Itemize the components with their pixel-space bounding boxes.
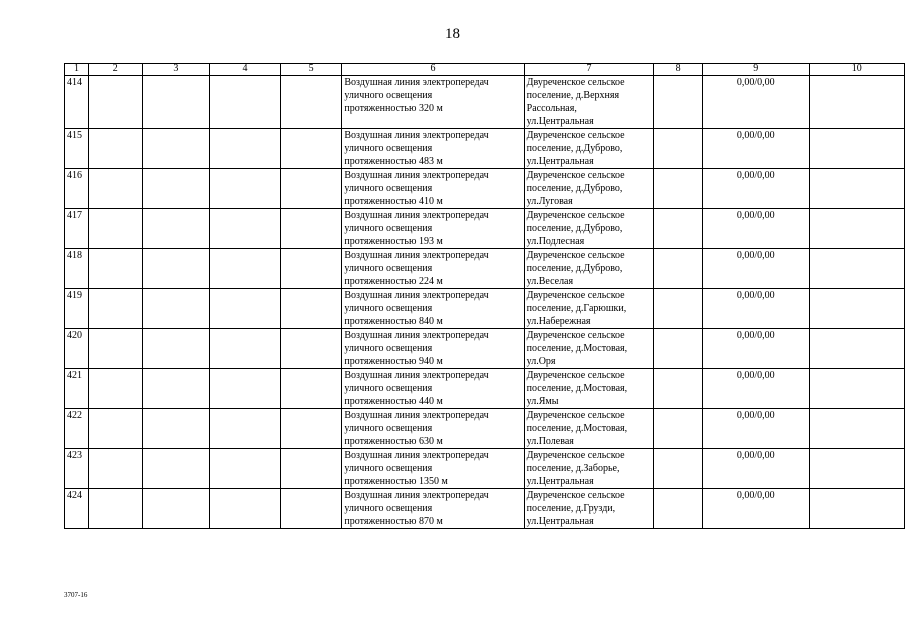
address-cell — [524, 129, 654, 169]
cell-text-line: поселение, д.Мостовая, — [526, 383, 628, 394]
table-row — [65, 209, 905, 249]
cell-text-line: Двуреченское сельское — [526, 450, 625, 461]
cell-text-line: Двуреченское сельское — [526, 250, 625, 261]
empty-cell — [210, 169, 281, 209]
address-cell — [524, 209, 654, 249]
empty-cell — [210, 209, 281, 249]
cell-text-line: Двуреченское сельское — [526, 130, 625, 141]
empty-cell — [809, 209, 904, 249]
cell-text-line: уличного освещения — [344, 263, 433, 274]
address-cell — [524, 249, 654, 289]
cell-text-line: ул.Оря — [526, 356, 556, 367]
row-number-cell: 415 — [65, 129, 89, 169]
cell-text-line: ул.Центральная — [526, 116, 594, 127]
empty-cell — [88, 449, 142, 489]
column-number: 10 — [809, 64, 904, 76]
empty-cell — [210, 449, 281, 489]
object-name-cell — [342, 489, 524, 529]
cell-text-line: поселение, д.Грузди, — [526, 503, 616, 514]
cell-text-line: протяженностью 224 м — [344, 276, 443, 287]
cell-text-line: ул.Набережная — [526, 316, 591, 327]
cell-text-line: ул.Центральная — [526, 156, 594, 167]
cell-text-line: поселение, д.Дуброво, — [526, 183, 623, 194]
empty-cell — [280, 289, 342, 329]
empty-cell — [88, 369, 142, 409]
empty-cell — [142, 289, 210, 329]
object-name-cell — [342, 449, 524, 489]
empty-cell — [809, 129, 904, 169]
empty-cell — [809, 369, 904, 409]
table-row — [65, 409, 905, 449]
row-number-cell: 414 — [65, 76, 89, 129]
empty-cell — [809, 169, 904, 209]
cell-text-line: Рассольная, — [526, 103, 577, 114]
empty-cell — [210, 369, 281, 409]
cell-text-line: уличного освещения — [344, 383, 433, 394]
cost-cell: 0,00/0,00 — [702, 329, 809, 369]
empty-cell — [210, 409, 281, 449]
cell-text-line: Воздушная линия электропередач — [344, 410, 489, 421]
address-cell — [524, 369, 654, 409]
cell-text-line: Двуреченское сельское — [526, 77, 625, 88]
column-number-row — [65, 64, 905, 76]
object-name-cell — [342, 76, 524, 129]
cost-cell: 0,00/0,00 — [702, 129, 809, 169]
empty-cell — [280, 249, 342, 289]
cell-text-line: Воздушная линия электропередач — [344, 290, 489, 301]
cell-text-line: уличного освещения — [344, 143, 433, 154]
cell-text-line: Воздушная линия электропередач — [344, 170, 489, 181]
cell-text-line: Воздушная линия электропередач — [344, 370, 489, 381]
empty-cell — [654, 129, 703, 169]
column-number: 3 — [142, 64, 210, 76]
cell-text-line: Воздушная линия электропередач — [344, 490, 489, 501]
cost-cell: 0,00/0,00 — [702, 76, 809, 129]
empty-cell — [809, 409, 904, 449]
column-number: 4 — [210, 64, 281, 76]
object-name-cell — [342, 409, 524, 449]
empty-cell — [142, 489, 210, 529]
cell-text-line: уличного освещения — [344, 343, 433, 354]
cell-text-line: Двуреченское сельское — [526, 210, 625, 221]
empty-cell — [88, 169, 142, 209]
empty-cell — [142, 409, 210, 449]
object-name-cell — [342, 369, 524, 409]
empty-cell — [280, 449, 342, 489]
table-row — [65, 329, 905, 369]
address-cell — [524, 409, 654, 449]
cell-text-line: протяженностью 320 м — [344, 103, 443, 114]
cell-text-line: Воздушная линия электропередач — [344, 250, 489, 261]
empty-cell — [142, 129, 210, 169]
empty-cell — [142, 249, 210, 289]
empty-cell — [88, 489, 142, 529]
cell-text-line: Воздушная линия электропередач — [344, 330, 489, 341]
cell-text-line: протяженностью 410 м — [344, 196, 443, 207]
table-row — [65, 289, 905, 329]
table-row — [65, 169, 905, 209]
column-number: 7 — [524, 64, 654, 76]
cell-text-line: поселение, д.Верхняя — [526, 90, 620, 101]
cell-text-line: поселение, д.Дуброво, — [526, 263, 623, 274]
cell-text-line: ул.Полевая — [526, 436, 574, 447]
cell-text-line: Двуреченское сельское — [526, 170, 625, 181]
object-name-cell — [342, 169, 524, 209]
row-number-cell: 416 — [65, 169, 89, 209]
column-number: 2 — [88, 64, 142, 76]
empty-cell — [809, 329, 904, 369]
empty-cell — [210, 249, 281, 289]
empty-cell — [210, 329, 281, 369]
cost-cell: 0,00/0,00 — [702, 289, 809, 329]
cell-text-line: протяженностью 940 м — [344, 356, 443, 367]
cell-text-line: протяженностью 483 м — [344, 156, 443, 167]
row-number-cell: 417 — [65, 209, 89, 249]
page-number: 18 — [445, 26, 460, 42]
footer-document-code: 3707-16 — [64, 591, 88, 599]
table-row — [65, 449, 905, 489]
empty-cell — [88, 249, 142, 289]
cell-text-line: Двуреченское сельское — [526, 330, 625, 341]
cell-text-line: уличного освещения — [344, 90, 433, 101]
address-cell — [524, 489, 654, 529]
empty-cell — [142, 209, 210, 249]
empty-cell — [210, 489, 281, 529]
table-row — [65, 369, 905, 409]
row-number-cell: 421 — [65, 369, 89, 409]
address-cell — [524, 76, 654, 129]
cell-text-line: Воздушная линия электропередач — [344, 450, 489, 461]
cell-text-line: уличного освещения — [344, 503, 433, 514]
column-number: 1 — [65, 64, 89, 76]
object-name-cell — [342, 249, 524, 289]
empty-cell — [809, 449, 904, 489]
empty-cell — [654, 369, 703, 409]
cell-text-line: Двуреченское сельское — [526, 370, 625, 381]
empty-cell — [142, 329, 210, 369]
empty-cell — [809, 289, 904, 329]
cell-text-line: ул.Веселая — [526, 276, 574, 287]
cost-cell: 0,00/0,00 — [702, 209, 809, 249]
cell-text-line: протяженностью 630 м — [344, 436, 443, 447]
address-cell — [524, 329, 654, 369]
cell-text-line: протяженностью 1350 м — [344, 476, 448, 487]
cost-cell: 0,00/0,00 — [702, 249, 809, 289]
empty-cell — [88, 76, 142, 129]
object-name-cell — [342, 129, 524, 169]
empty-cell — [280, 76, 342, 129]
column-number: 9 — [702, 64, 809, 76]
cost-cell: 0,00/0,00 — [702, 169, 809, 209]
row-number-cell: 419 — [65, 289, 89, 329]
empty-cell — [88, 289, 142, 329]
empty-cell — [280, 169, 342, 209]
column-number: 6 — [342, 64, 524, 76]
table-row — [65, 489, 905, 529]
cell-text-line: ул.Луговая — [526, 196, 573, 207]
cost-cell: 0,00/0,00 — [702, 409, 809, 449]
cell-text-line: протяженностью 840 м — [344, 316, 443, 327]
cell-text-line: протяженностью 870 м — [344, 516, 443, 527]
empty-cell — [142, 449, 210, 489]
empty-cell — [280, 329, 342, 369]
empty-cell — [654, 76, 703, 129]
empty-cell — [210, 76, 281, 129]
cell-text-line: протяженностью 193 м — [344, 236, 443, 247]
cell-text-line: Двуреченское сельское — [526, 290, 625, 301]
cell-text-line: уличного освещения — [344, 463, 433, 474]
table-row — [65, 76, 905, 129]
empty-cell — [654, 489, 703, 529]
empty-cell — [280, 209, 342, 249]
empty-cell — [88, 409, 142, 449]
empty-cell — [809, 489, 904, 529]
empty-cell — [654, 209, 703, 249]
cost-cell: 0,00/0,00 — [702, 489, 809, 529]
object-name-cell — [342, 289, 524, 329]
address-cell — [524, 289, 654, 329]
row-number-cell: 422 — [65, 409, 89, 449]
empty-cell — [88, 329, 142, 369]
cell-text-line: поселение, д.Мостовая, — [526, 343, 628, 354]
empty-cell — [809, 249, 904, 289]
cell-text-line: уличного освещения — [344, 423, 433, 434]
empty-cell — [142, 76, 210, 129]
empty-cell — [654, 329, 703, 369]
empty-cell — [654, 289, 703, 329]
address-cell — [524, 169, 654, 209]
cost-cell: 0,00/0,00 — [702, 449, 809, 489]
table-body — [65, 64, 905, 529]
address-cell — [524, 449, 654, 489]
empty-cell — [280, 369, 342, 409]
empty-cell — [654, 409, 703, 449]
cell-text-line: протяженностью 440 м — [344, 396, 443, 407]
table-row — [65, 249, 905, 289]
row-number-cell: 418 — [65, 249, 89, 289]
empty-cell — [142, 169, 210, 209]
cell-text-line: поселение, д.Мостовая, — [526, 423, 628, 434]
cost-cell: 0,00/0,00 — [702, 369, 809, 409]
empty-cell — [280, 409, 342, 449]
cell-text-line: ул.Подлесная — [526, 236, 585, 247]
cell-text-line: Двуреченское сельское — [526, 410, 625, 421]
cell-text-line: уличного освещения — [344, 223, 433, 234]
cell-text-line: ул.Центральная — [526, 516, 594, 527]
cell-text-line: Воздушная линия электропередач — [344, 77, 489, 88]
cell-text-line: ул.Ямы — [526, 396, 559, 407]
row-number-cell: 420 — [65, 329, 89, 369]
row-number-cell: 424 — [65, 489, 89, 529]
empty-cell — [654, 249, 703, 289]
empty-cell — [654, 169, 703, 209]
cell-text-line: Воздушная линия электропередач — [344, 130, 489, 141]
empty-cell — [809, 76, 904, 129]
cell-text-line: уличного освещения — [344, 183, 433, 194]
property-registry-table — [64, 63, 905, 529]
cell-text-line: поселение, д.Гарюшки, — [526, 303, 627, 314]
empty-cell — [280, 129, 342, 169]
cell-text-line: поселение, д.Заборье, — [526, 463, 620, 474]
empty-cell — [88, 209, 142, 249]
cell-text-line: Воздушная линия электропередач — [344, 210, 489, 221]
object-name-cell — [342, 329, 524, 369]
table-row — [65, 129, 905, 169]
empty-cell — [142, 369, 210, 409]
column-number: 5 — [280, 64, 342, 76]
empty-cell — [280, 489, 342, 529]
empty-cell — [210, 129, 281, 169]
empty-cell — [210, 289, 281, 329]
cell-text-line: ул.Центральная — [526, 476, 594, 487]
object-name-cell — [342, 209, 524, 249]
empty-cell — [654, 449, 703, 489]
row-number-cell: 423 — [65, 449, 89, 489]
cell-text-line: Двуреченское сельское — [526, 490, 625, 501]
column-number: 8 — [654, 64, 703, 76]
cell-text-line: уличного освещения — [344, 303, 433, 314]
empty-cell — [88, 129, 142, 169]
cell-text-line: поселение, д.Дуброво, — [526, 143, 623, 154]
cell-text-line: поселение, д.Дуброво, — [526, 223, 623, 234]
